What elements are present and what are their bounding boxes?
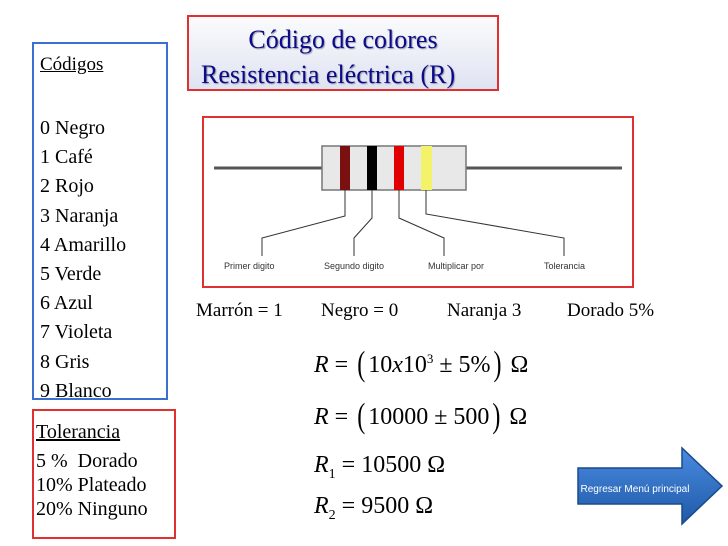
tolerance-item: 10% Plateado: [36, 474, 147, 496]
band-1: [340, 146, 350, 190]
eq3-lhs: R: [314, 452, 329, 478]
eq2-tol: 500: [453, 404, 490, 430]
codes-header: Códigos: [40, 54, 104, 75]
value-band-1: Marrón = 1: [196, 300, 283, 321]
value-band-2: Negro = 0: [321, 300, 399, 321]
eq1-exponent: 3: [426, 351, 434, 366]
tolerance-list: [36, 449, 148, 521]
resistor-illustration: [204, 118, 632, 286]
eq1-pm: ±: [439, 352, 453, 378]
diagram-label-tolerance: Tolerancia: [544, 261, 586, 271]
code-item: 9 Blanco: [40, 379, 112, 402]
back-to-menu-label: Regresar Menú principal: [580, 484, 690, 495]
title-line-2: Resistencia eléctrica (R): [201, 60, 456, 89]
eq3-unit: Ω: [427, 452, 446, 478]
pointer-line-1: [262, 190, 345, 256]
eq1-tol: 5%: [458, 352, 491, 378]
code-item: 2 Rojo: [40, 175, 94, 198]
eq2-value: 10000: [368, 404, 429, 430]
title-box: [187, 15, 499, 91]
eq2-equals: =: [334, 404, 349, 430]
code-item: 4 Amarillo: [40, 233, 127, 256]
eq4-lhs: R: [314, 493, 329, 519]
tolerance-box: [32, 409, 176, 539]
eq3-value: 10500: [361, 452, 422, 478]
code-item: 3 Naranja: [40, 204, 119, 227]
code-item: 7 Violeta: [40, 321, 113, 344]
pointer-line-4: [426, 190, 564, 256]
code-item: 1 Café: [40, 146, 93, 169]
eq4-unit: Ω: [415, 493, 434, 519]
eq2-lhs: R: [314, 404, 329, 430]
diagram-label-multiplier: Multiplicar por: [428, 261, 485, 271]
code-item: 8 Gris: [40, 350, 90, 373]
eq4-equals: =: [341, 493, 356, 519]
value-band-4: Dorado 5%: [567, 300, 655, 321]
title-line-1: Código de colores: [248, 25, 438, 54]
diagram-label-first-digit: Primer digito: [224, 261, 275, 271]
eq1-lhs: R: [314, 352, 329, 378]
resistor-diagram: [202, 116, 634, 288]
equation-1: R = ( $10x10^3 \pm 5\%$ ) Ω: [314, 345, 529, 384]
diagram-label-second-digit: Segundo digito: [324, 261, 385, 271]
eq1-coef: 10: [368, 352, 393, 378]
pointer-line-2: [354, 190, 372, 256]
codes-list: [40, 114, 126, 406]
tolerance-item: 5 % Dorado: [36, 450, 138, 472]
eq3-subscript: 1: [328, 466, 336, 482]
eq2-pm: ±: [434, 404, 448, 430]
code-item: 5 Verde: [40, 262, 102, 285]
eq1-base: 10: [402, 352, 427, 378]
code-item: 6 Azul: [40, 292, 93, 315]
tolerance-item: 20% Ninguno: [36, 498, 148, 520]
back-to-menu-button[interactable]: [576, 446, 724, 526]
value-band-3: Naranja 3: [447, 300, 522, 321]
tolerance-header: Tolerancia: [36, 421, 121, 443]
eq1-times: x: [392, 352, 403, 378]
color-codes-box: [32, 42, 168, 400]
eq1-unit: Ω: [510, 352, 529, 378]
code-item: 0 Negro: [40, 117, 105, 139]
band-2: [367, 146, 377, 190]
band-3: [394, 146, 404, 190]
eq4-value: 9500: [361, 493, 410, 519]
equation-3: [314, 452, 445, 483]
equation-4: [314, 493, 433, 524]
eq3-equals: =: [341, 452, 356, 478]
eq2-unit: Ω: [509, 404, 528, 430]
eq1-equals: =: [334, 352, 349, 378]
band-4: [421, 146, 432, 190]
equation-2: R = ( 10000 ± 500 ) Ω: [314, 397, 528, 436]
eq4-subscript: 2: [328, 507, 336, 523]
pointer-line-3: [399, 190, 444, 256]
